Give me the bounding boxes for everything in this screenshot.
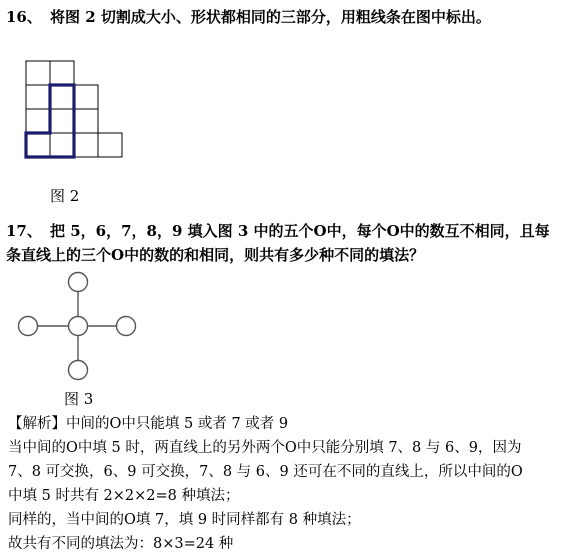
q17-number: 17、 (6, 222, 42, 240)
q16-number: 16、 (6, 8, 42, 26)
figure-2-caption: 图 2 (50, 187, 80, 205)
circle-top (69, 273, 88, 292)
q17-text-line1: 把 5，6，7，8，9 填入图 3 中的五个O中，每个O中的数互不相同，且每 (50, 222, 550, 240)
q17-text-line2: 条直线上的三个O中的数的和相同，则共有多少种不同的填法？ (6, 246, 425, 264)
figure-3-caption: 图 3 (64, 390, 94, 408)
solution-line-1: 【解析】中间的O中只能填 5 或者 7 或者 9 (8, 416, 289, 432)
circle-right (117, 317, 136, 336)
circle-center (69, 317, 88, 336)
solution-line-2: 当中间的O中填 5 时，两直线上的另外两个O中只能分别填 7、8 与 6、9，因为 (8, 440, 522, 456)
q16-text: 将图 2 切割成大小、形状都相同的三部分，用粗线条在图中标出。 (50, 8, 491, 26)
circle-left (19, 317, 38, 336)
solution-line-4: 中填 5 时共有 2×2×2=8 种填法； (8, 488, 240, 504)
solution-line-5: 同样的，当中间的O填 7，填 9 时同样都有 8 种填法； (8, 512, 361, 528)
circle-bottom (69, 361, 88, 380)
solution-line-6: 故共有不同的填法为：8×3=24 种 (8, 536, 234, 552)
solution-line-3: 7、8 可交换，6、9 可交换，7、8 与 6、9 还可在不同的直线上，所以中间的O (8, 464, 523, 480)
